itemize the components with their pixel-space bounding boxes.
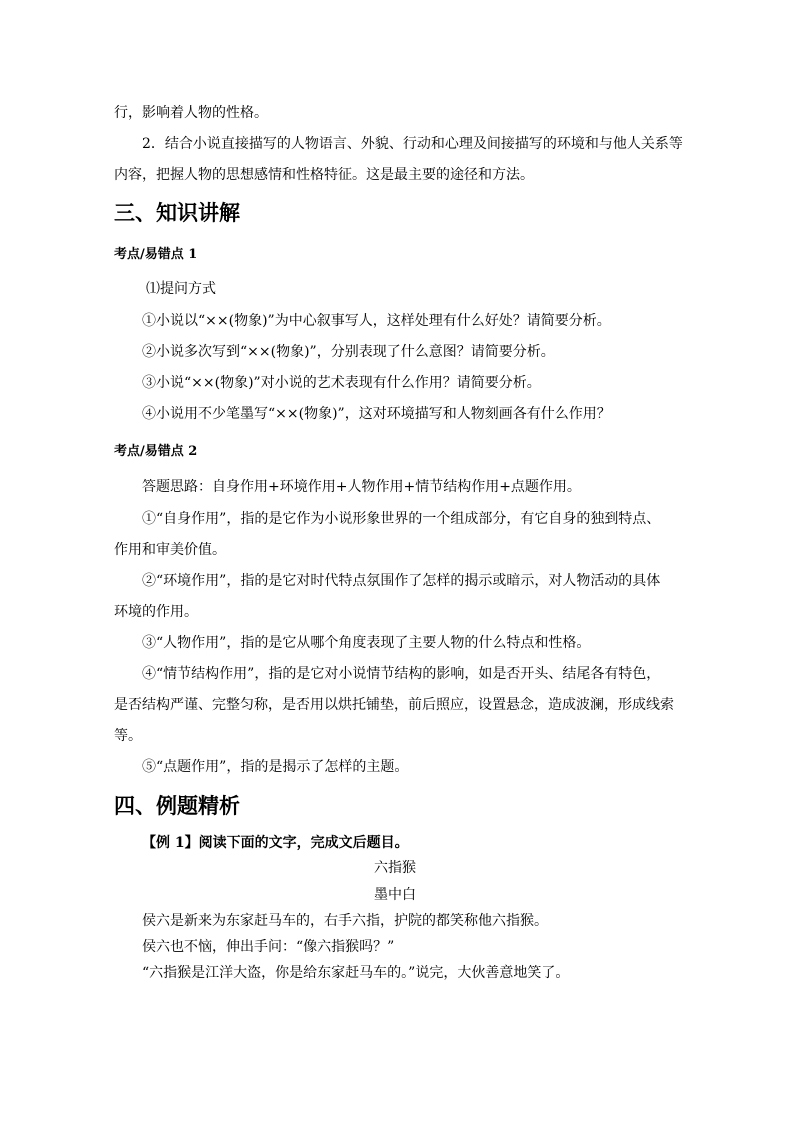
point-2-p4-c: 等。 <box>114 728 142 744</box>
story-title: 六指猴 <box>374 860 416 876</box>
point-1-label: 考点/易错点 1 <box>114 247 198 262</box>
point-1-subtitle: ⑴提问方式 <box>146 281 216 297</box>
story-paragraph-2: 侯六也不恼，伸出手问：“像六指猴吗？” <box>142 939 395 955</box>
intro-line-3: 内容，把握人物的思想感情和性格特征。这是最主要的途径和方法。 <box>114 167 534 183</box>
intro-line-2: 2．结合小说直接描写的人物语言、外貌、行动和心理及间接描写的环境和与他人关系等 <box>142 136 683 152</box>
story-paragraph-1: 侯六是新来为东家赶马车的，右手六指，护院的都笑称他六指猴。 <box>142 913 548 929</box>
story-author: 墨中白 <box>374 887 416 903</box>
point-2-p2-b: 环境的作用。 <box>114 604 198 620</box>
point-2-p4-a: ④“情节结构作用”，指的是它对小说情节结构的影响，如是否开头、结尾各有特色， <box>142 666 661 682</box>
example-label: 【例 1】阅读下面的文字，完成文后题目。 <box>142 835 409 851</box>
point-2-approach: 答题思路：自身作用+环境作用+人物作用+情节结构作用+点题作用。 <box>142 479 581 495</box>
point-2-p2-a: ②“环境作用”，指的是它对时代特点氛围作了怎样的揭示或暗示，对人物活动的具体 <box>142 573 661 589</box>
point-1-item-2: ②小说多次写到“××(物象)”，分别表现了什么意图？请简要分析。 <box>142 344 555 360</box>
section-3-heading: 三、知识讲解 <box>114 201 240 225</box>
point-1-item-3: ③小说“××(物象)”对小说的艺术表现有什么作用？请简要分析。 <box>142 375 541 391</box>
point-2-p4-b: 是否结构严谨、完整匀称，是否用以烘托铺垫，前后照应，设置悬念，造成波澜，形成线索 <box>114 697 674 713</box>
point-1-item-4: ④小说用不少笔墨写“××(物象)”，这对环境描写和人物刻画各有什么作用？ <box>142 406 611 422</box>
point-2-p1-b: 作用和审美价值。 <box>114 542 226 558</box>
point-2-p1-a: ①“自身作用”，指的是它作为小说形象世界的一个组成部分，有它自身的独到特点、 <box>142 511 661 527</box>
point-2-label: 考点/易错点 2 <box>114 444 198 459</box>
point-2-p5: ⑤“点题作用”，指的是揭示了怎样的主题。 <box>142 759 409 775</box>
intro-line-1: 行，影响着人物的性格。 <box>114 105 268 121</box>
section-4-heading: 四、例题精析 <box>114 794 240 818</box>
point-2-p3: ③“人物作用”，指的是它从哪个角度表现了主要人物的什么特点和性格。 <box>142 635 591 651</box>
story-paragraph-3: “六指猴是江洋大盗，你是给东家赶马车的。”说完，大伙善意地笑了。 <box>142 965 570 981</box>
point-1-item-1: ①小说以“××(物象)”为中心叙事写人，这样处理有什么好处？请简要分析。 <box>142 313 611 329</box>
